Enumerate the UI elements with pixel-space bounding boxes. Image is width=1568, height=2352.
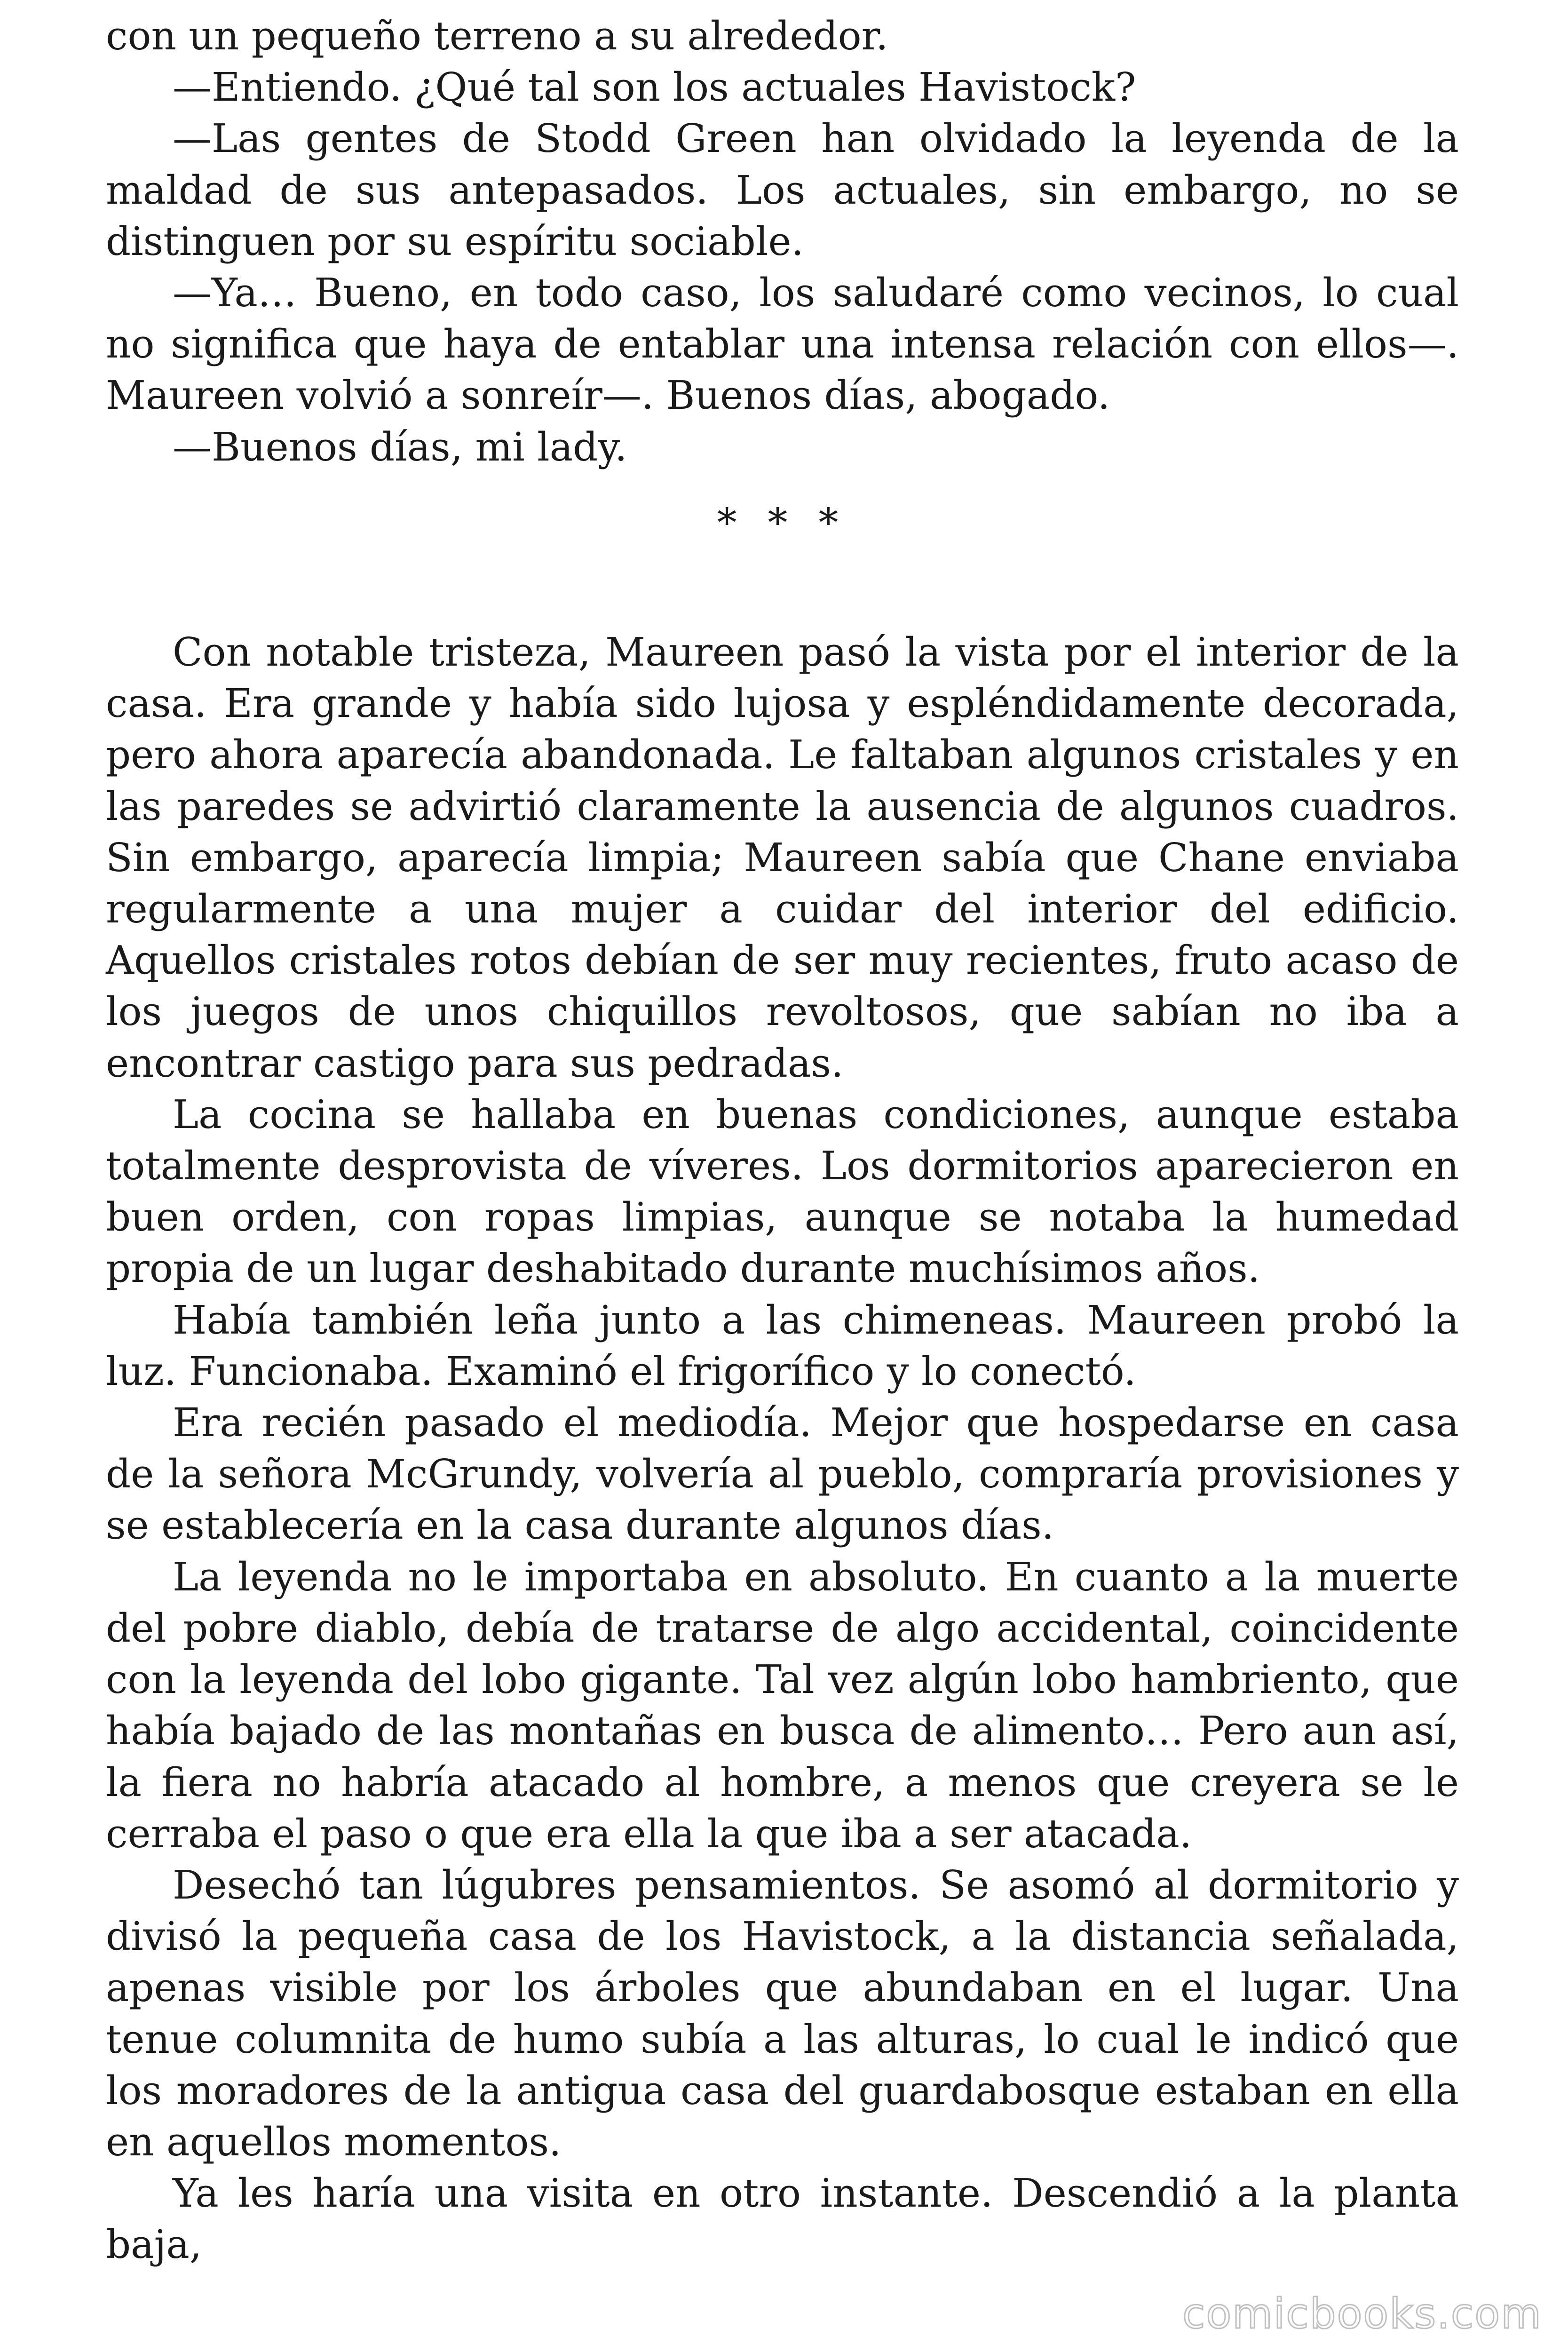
paragraph: Había también leña junto a las chimeneas. Maureen probó la luz. Funcionaba. Examinó el frigorífico y lo conectó.: [106, 1297, 1459, 1394]
paragraph: Desechó tan lúgubres pensamientos. Se asomó al dormitorio y divisó la pequeña casa de los Havistock, a la distancia señalada, apenas visible por los árboles que abundaban en el lugar. Una tenue columnita de humo subía a las alturas, lo cual le indicó que los moradores de la antigua casa del guardabosque estaban en ella en aquellos momentos.: [106, 1862, 1459, 2165]
paragraph: La leyenda no le importaba en absoluto. En cuanto a la muerte del pobre diablo, debía de tratarse de algo accidental, coincidente con la leyenda del lobo gigante. Tal vez algún lobo hambriento, que había bajado de las montañas en busca de alimento… Pero aun así, la fiera no habría atacado al hombre, a menos que creyera se le cerraba el paso o que era ella la que iba a ser atacada.: [106, 1554, 1459, 1857]
paragraph: —Buenos días, mi lady.: [173, 424, 627, 470]
paragraph: La cocina se hallaba en buenas condiciones, aunque estaba totalmente desprovista de víveres. Los dormitorios aparecieron en buen orden, con ropas limpias, aunque se notaba la humedad propia de un lugar deshabitado durante muchísimos años.: [106, 1091, 1459, 1292]
paragraph: Ya les haría una visita en otro instante. Descendió a la planta baja,: [106, 2170, 1459, 2268]
text-block-bottom: [106, 627, 1459, 2271]
text-block-top: [106, 10, 1459, 473]
paragraph: —Las gentes de Stodd Green han olvidado la leyenda de la maldad de sus antepasados. Los actuales, sin embargo, no se distinguen por su espíritu sociable.: [106, 116, 1459, 264]
paragraph: Era recién pasado el mediodía. Mejor que hospedarse en casa de la señora McGrundy, volvería al pueblo, compraría provisiones y se establecería en la casa durante algunos días.: [106, 1400, 1459, 1549]
paragraph: Con notable tristeza, Maureen pasó la vista por el interior de la casa. Era grande y había sido lujosa y espléndidamente decorada, pero ahora aparecía abandonada. Le faltaban algunos cristales y en las paredes se advirtió claramente la ausencia de algunos cuadros. Sin embargo, aparecía limpia; Maureen sabía que Chane enviaba regularmente a una mujer a cuidar del interior del edificio. Aquellos cristales rotos debían de ser muy recientes, fruto acaso de los juegos de unos chiquillos revoltosos, que sabían no iba a encontrar castigo para sus pedradas.: [106, 629, 1459, 1086]
paragraph: con un pequeño terreno a su alrededor.: [106, 13, 888, 59]
watermark: comicbooks.com: [1182, 2289, 1542, 2338]
paragraph: —Ya… Bueno, en todo caso, los saludaré como vecinos, lo cual no significa que haya de entablar una intensa relación con ellos—. Maureen volvió a sonreír—. Buenos días, abogado.: [106, 270, 1459, 419]
section-separator: * * *: [717, 500, 848, 546]
paragraph: —Entiendo. ¿Qué tal son los actuales Havistock?: [173, 64, 1136, 111]
